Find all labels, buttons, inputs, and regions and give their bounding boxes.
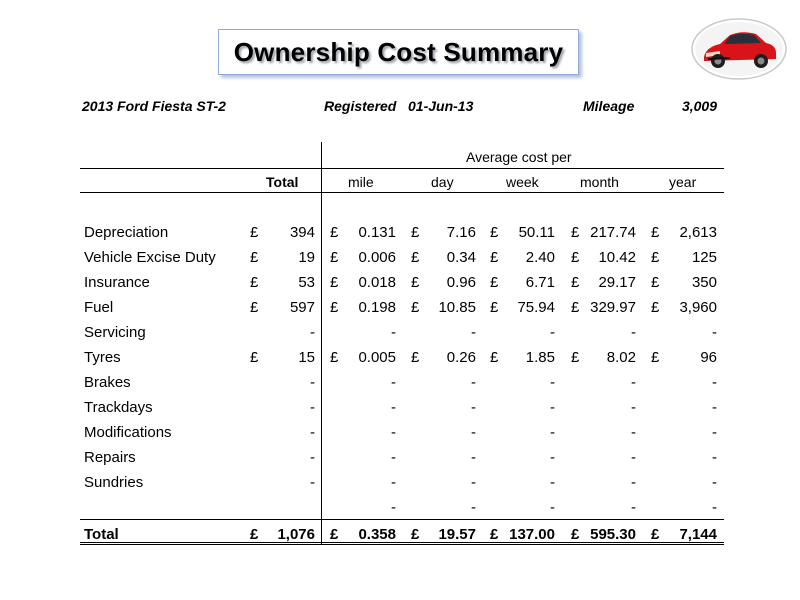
empty-dash: - — [310, 474, 315, 491]
empty-dash: - — [712, 374, 717, 391]
column-header-month: month — [580, 174, 619, 190]
currency-symbol: £ — [571, 526, 580, 543]
currency-symbol: £ — [250, 249, 259, 266]
mileage-value: 3,009 — [681, 98, 717, 114]
cell-value: 10.85 — [438, 299, 476, 316]
row-label: Trackdays — [84, 399, 153, 416]
empty-dash: - — [471, 424, 476, 441]
currency-symbol: £ — [250, 299, 259, 316]
empty-dash: - — [310, 424, 315, 441]
currency-symbol: £ — [490, 224, 499, 241]
page-title: Ownership Cost Summary — [233, 36, 564, 67]
cell-value: 29.17 — [598, 274, 636, 291]
empty-dash: - — [631, 424, 636, 441]
cell-value: 10.42 — [598, 249, 636, 266]
currency-symbol: £ — [330, 249, 339, 266]
cell-value: 1.85 — [525, 349, 555, 366]
cell-value: 2.40 — [525, 249, 555, 266]
registered-label: Registered — [324, 98, 397, 114]
mileage-label: Mileage — [583, 98, 635, 114]
empty-dash: - — [310, 449, 315, 466]
cell-value: 217.74 — [590, 224, 636, 241]
row-label: Depreciation — [84, 224, 169, 241]
row-label: Modifications — [84, 424, 172, 441]
empty-dash: - — [712, 474, 717, 491]
row-label: Brakes — [84, 374, 131, 391]
row-label: Sundries — [84, 474, 144, 491]
empty-dash: - — [712, 324, 717, 341]
cell-value: 7.16 — [446, 224, 476, 241]
empty-dash: - — [712, 424, 717, 441]
cell-value: 8.02 — [606, 349, 636, 366]
currency-symbol: £ — [651, 224, 660, 241]
cell-value: 0.005 — [358, 349, 396, 366]
cell-value: 394 — [289, 224, 315, 241]
total-value: 595.30 — [590, 526, 636, 543]
total-value: 7,144 — [679, 526, 717, 543]
row-label: Insurance — [84, 274, 150, 291]
empty-dash: - — [631, 449, 636, 466]
empty-dash: - — [631, 399, 636, 416]
cell-value: 0.131 — [358, 224, 396, 241]
cell-value: 3,960 — [679, 299, 717, 316]
empty-dash: - — [310, 324, 315, 341]
currency-symbol: £ — [330, 274, 339, 291]
empty-dash: - — [631, 374, 636, 391]
currency-symbol: £ — [411, 349, 420, 366]
row-label: Vehicle Excise Duty — [84, 249, 216, 266]
cell-value: 0.96 — [446, 274, 476, 291]
cell-value: 75.94 — [517, 299, 555, 316]
empty-dash: - — [471, 324, 476, 341]
empty-dash: - — [631, 499, 636, 516]
empty-dash: - — [471, 499, 476, 516]
empty-dash: - — [631, 324, 636, 341]
total-value: 0.358 — [358, 526, 396, 543]
currency-symbol: £ — [250, 224, 259, 241]
header-bottom-rule — [80, 192, 724, 193]
column-header-mile: mile — [348, 174, 374, 190]
cell-value: 0.018 — [358, 274, 396, 291]
group-header: Average cost per — [466, 149, 572, 165]
cell-value: 19 — [298, 249, 315, 266]
empty-dash: - — [391, 499, 396, 516]
currency-symbol: £ — [411, 526, 420, 543]
cell-value: 0.006 — [358, 249, 396, 266]
currency-symbol: £ — [411, 249, 420, 266]
column-header-day: day — [431, 174, 454, 190]
empty-dash: - — [391, 449, 396, 466]
currency-symbol: £ — [571, 224, 580, 241]
empty-dash: - — [712, 449, 717, 466]
empty-dash: - — [550, 399, 555, 416]
empty-dash: - — [712, 399, 717, 416]
registered-date: 01-Jun-13 — [408, 98, 474, 114]
empty-dash: - — [471, 474, 476, 491]
empty-dash: - — [550, 374, 555, 391]
cell-value: 0.34 — [446, 249, 476, 266]
empty-dash: - — [471, 374, 476, 391]
currency-symbol: £ — [490, 349, 499, 366]
empty-dash: - — [550, 424, 555, 441]
cell-value: 50.11 — [518, 224, 555, 241]
cell-value: 96 — [700, 349, 717, 366]
empty-dash: - — [550, 324, 555, 341]
empty-dash: - — [471, 399, 476, 416]
currency-symbol: £ — [490, 526, 499, 543]
column-header-week: week — [506, 174, 539, 190]
row-label: Fuel — [84, 299, 114, 316]
total-value: 1,076 — [277, 526, 315, 543]
cell-value: 125 — [691, 249, 717, 266]
currency-symbol: £ — [571, 274, 580, 291]
red-car-icon — [690, 17, 788, 81]
currency-symbol: £ — [571, 299, 580, 316]
total-label: Total — [84, 526, 119, 543]
empty-dash: - — [310, 374, 315, 391]
currency-symbol: £ — [490, 274, 499, 291]
currency-symbol: £ — [330, 299, 339, 316]
cell-value: 0.26 — [446, 349, 476, 366]
title-box — [218, 29, 579, 75]
empty-dash: - — [391, 474, 396, 491]
total-value: 19.57 — [438, 526, 476, 543]
currency-symbol: £ — [250, 526, 259, 543]
car-name: 2013 Ford Fiesta ST-2 — [82, 98, 226, 114]
cell-value: 2,613 — [679, 224, 717, 241]
currency-symbol: £ — [411, 274, 420, 291]
cell-value: 329.97 — [590, 299, 636, 316]
currency-symbol: £ — [651, 526, 660, 543]
cell-value: 597 — [289, 299, 315, 316]
cell-value: 53 — [298, 274, 315, 291]
empty-dash: - — [471, 449, 476, 466]
empty-dash: - — [391, 399, 396, 416]
column-divider — [321, 142, 322, 545]
currency-symbol: £ — [651, 249, 660, 266]
empty-dash: - — [550, 499, 555, 516]
currency-symbol: £ — [330, 349, 339, 366]
currency-symbol: £ — [330, 224, 339, 241]
row-label: Servicing — [84, 324, 146, 341]
currency-symbol: £ — [411, 299, 420, 316]
currency-symbol: £ — [571, 349, 580, 366]
currency-symbol: £ — [250, 349, 259, 366]
currency-symbol: £ — [651, 274, 660, 291]
row-label: Repairs — [84, 449, 136, 466]
column-header-year: year — [669, 174, 697, 190]
cell-value: 350 — [691, 274, 717, 291]
row-label: Tyres — [84, 349, 121, 366]
currency-symbol: £ — [330, 526, 339, 543]
empty-dash: - — [391, 374, 396, 391]
cell-value: 6.71 — [525, 274, 555, 291]
currency-symbol: £ — [490, 299, 499, 316]
currency-symbol: £ — [250, 274, 259, 291]
empty-dash: - — [391, 424, 396, 441]
total-value: 137.00 — [509, 526, 555, 543]
currency-symbol: £ — [651, 299, 660, 316]
empty-dash: - — [310, 399, 315, 416]
currency-symbol: £ — [411, 224, 420, 241]
empty-dash: - — [550, 449, 555, 466]
empty-dash: - — [550, 474, 555, 491]
column-header-total: Total — [266, 174, 299, 190]
empty-dash: - — [631, 474, 636, 491]
currency-symbol: £ — [571, 249, 580, 266]
header-top-rule — [80, 168, 724, 169]
cell-value: 0.198 — [358, 299, 396, 316]
cell-value: 15 — [298, 349, 315, 366]
empty-dash: - — [712, 499, 717, 516]
currency-symbol: £ — [651, 349, 660, 366]
total-top-rule — [80, 519, 724, 520]
currency-symbol: £ — [490, 249, 499, 266]
empty-dash: - — [391, 324, 396, 341]
